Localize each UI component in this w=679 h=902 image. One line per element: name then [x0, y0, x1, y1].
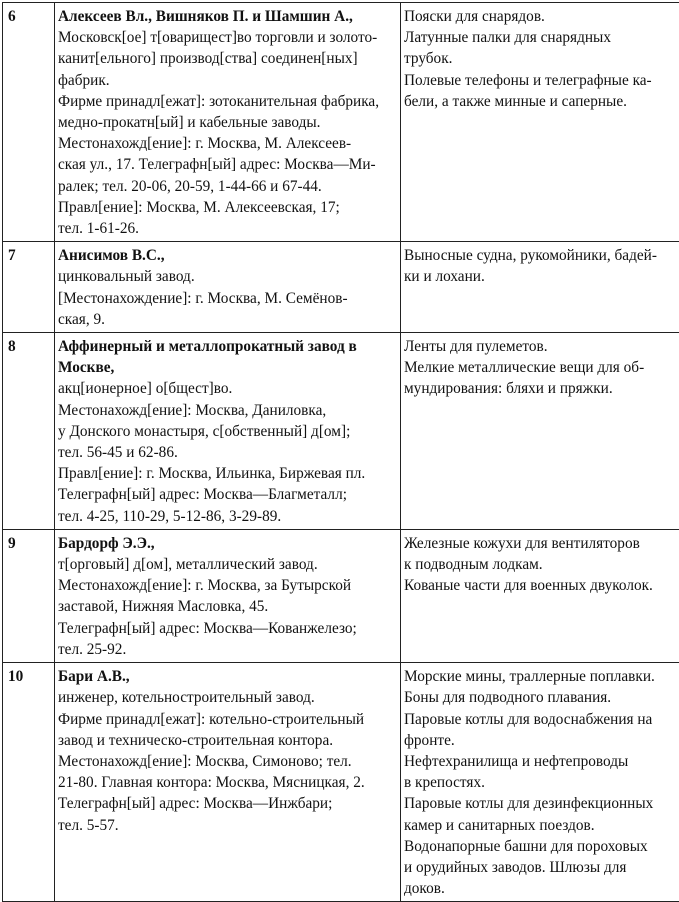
organization-detail-line: ская, 9. — [58, 309, 398, 330]
product-line: Нефтехранилища и нефтепроводы — [404, 751, 678, 772]
product-line: камер и санитарных поездов. — [404, 815, 678, 836]
products-cell — [401, 242, 679, 333]
organization-detail-line: Фирме принадл[ежат]: зотоканительная фабрика, — [58, 91, 398, 112]
organization-detail-line: Фирме принадл[ежат]: котельно-строительный — [58, 709, 398, 730]
product-line: Кованые части для военных двуколок. — [404, 575, 678, 596]
row-number: 10 — [3, 663, 55, 902]
enterprises-table — [2, 2, 679, 902]
organization-name: Аффинерный и металлопрокатный завод в — [58, 336, 398, 357]
products-cell — [401, 529, 679, 662]
organization-detail-line: фабрик. — [58, 70, 398, 91]
product-line: Морские мины, траллерные поплавки. — [404, 666, 678, 687]
products-cell — [401, 3, 679, 242]
organization-detail-line: инженер, котельностроительный завод. — [58, 687, 398, 708]
product-line: ки и лохани. — [404, 266, 678, 287]
organization-detail-line: Телеграфн[ый] адрес: Москва—Благметалл; — [58, 484, 398, 505]
table-row — [3, 333, 679, 530]
table-row — [3, 529, 679, 662]
organization-detail-line: медно-прокатн[ый] и кабельные заводы. — [58, 112, 398, 133]
organization-detail-line: Местонахожд[ение]: Москва, Симоново; тел. — [58, 751, 398, 772]
product-line: к подводным лодкам. — [404, 554, 678, 575]
organization-detail-line: Местонахожд[ение]: г. Москва, М. Алексеев- — [58, 133, 398, 154]
organization-detail-line: 21-80. Главная контора: Москва, Мясницкая, 2. — [58, 772, 398, 793]
row-number: 7 — [3, 242, 55, 333]
organization-detail-line: Местонахожд[ение]: Москва, Даниловка, — [58, 400, 398, 421]
organization-detail-line: Телеграфн[ый] адрес: Москва—Инжбари; — [58, 793, 398, 814]
table-row — [3, 3, 679, 242]
product-line: в крепостях. — [404, 772, 678, 793]
product-line: Полевые телефоны и телеграфные ка- — [404, 70, 678, 91]
product-line: и орудийных заводов. Шлюзы для — [404, 857, 678, 878]
product-line: доков. — [404, 878, 678, 899]
product-line: Паровые котлы для дезинфекционных — [404, 793, 678, 814]
product-line: бели, а также минные и саперные. — [404, 91, 678, 112]
product-line: Железные кожухи для вентиляторов — [404, 533, 678, 554]
organization-detail-line: заставой, Нижняя Масловка, 45. — [58, 596, 398, 617]
organization-detail-line: тел. 1-61-26. — [58, 218, 398, 239]
product-line: Мелкие металлические вещи для об- — [404, 357, 678, 378]
organization-detail-line: т[орговый] д[ом], металлический завод. — [58, 554, 398, 575]
product-line: Водонапорные башни для пороховых — [404, 836, 678, 857]
organization-detail-line: цинковальный завод. — [58, 266, 398, 287]
organization-detail-line: у Донского монастыря, с[обственный] д[ом]; — [58, 421, 398, 442]
organization-detail-line: Правл[ение]: Москва, М. Алексеевская, 17; — [58, 197, 398, 218]
organization-detail-line: тел. 25-92. — [58, 639, 398, 660]
product-line: Пояски для снарядов. — [404, 6, 678, 27]
organization-detail-line: завод и техническо-строительная контора. — [58, 730, 398, 751]
product-line: трубок. — [404, 48, 678, 69]
organization-detail-line: тел. 56-45 и 62-86. — [58, 442, 398, 463]
table-row — [3, 663, 679, 902]
product-line: фронте. — [404, 730, 678, 751]
product-line: Ленты для пулеметов. — [404, 336, 678, 357]
product-line: Выносные судна, рукомойники, бадей- — [404, 245, 678, 266]
organization-detail-line: Московск[ое] т[оварищест]во торговли и золото- — [58, 27, 398, 48]
organization-cell — [55, 333, 401, 530]
row-number: 9 — [3, 529, 55, 662]
organization-name: Алексеев Вл., Вишняков П. и Шамшин А., — [58, 6, 398, 27]
organization-detail-line: [Местонахождение]: г. Москва, М. Семёнов- — [58, 288, 398, 309]
organization-detail-line: ралек; тел. 20-06, 20-59, 1-44-66 и 67-44. — [58, 176, 398, 197]
row-number: 8 — [3, 333, 55, 530]
table-row — [3, 242, 679, 333]
organization-detail-line: Телеграфн[ый] адрес: Москва—Кованжелезо; — [58, 618, 398, 639]
organization-cell — [55, 3, 401, 242]
organization-name: Москве, — [58, 357, 398, 378]
organization-detail-line: канит[ельного] производ[ства] соединен[ных] — [58, 48, 398, 69]
product-line: мундирования: бляхи и пряжки. — [404, 378, 678, 399]
product-line: Паровые котлы для водоснабжения на — [404, 709, 678, 730]
organization-name: Бардорф Э.Э., — [58, 533, 398, 554]
product-line: Боны для подводного плавания. — [404, 687, 678, 708]
organization-name: Анисимов В.С., — [58, 245, 398, 266]
organization-detail-line: тел. 4-25, 110-29, 5-12-86, 3-29-89. — [58, 506, 398, 527]
products-cell — [401, 333, 679, 530]
organization-detail-line: ская ул., 17. Телеграфн[ый] адрес: Москва—Ми- — [58, 154, 398, 175]
organization-name: Бари А.В., — [58, 666, 398, 687]
products-cell — [401, 663, 679, 902]
row-number: 6 — [3, 3, 55, 242]
organization-cell — [55, 663, 401, 902]
organization-detail-line: Местонахожд[ение]: г. Москва, за Бутырской — [58, 575, 398, 596]
organization-detail-line: тел. 5-57. — [58, 815, 398, 836]
organization-detail-line: акц[ионерное] о[бщест]во. — [58, 378, 398, 399]
product-line: Латунные палки для снарядных — [404, 27, 678, 48]
organization-cell — [55, 529, 401, 662]
organization-cell — [55, 242, 401, 333]
organization-detail-line: Правл[ение]: г. Москва, Ильинка, Биржевая пл. — [58, 463, 398, 484]
table-body — [3, 3, 679, 902]
